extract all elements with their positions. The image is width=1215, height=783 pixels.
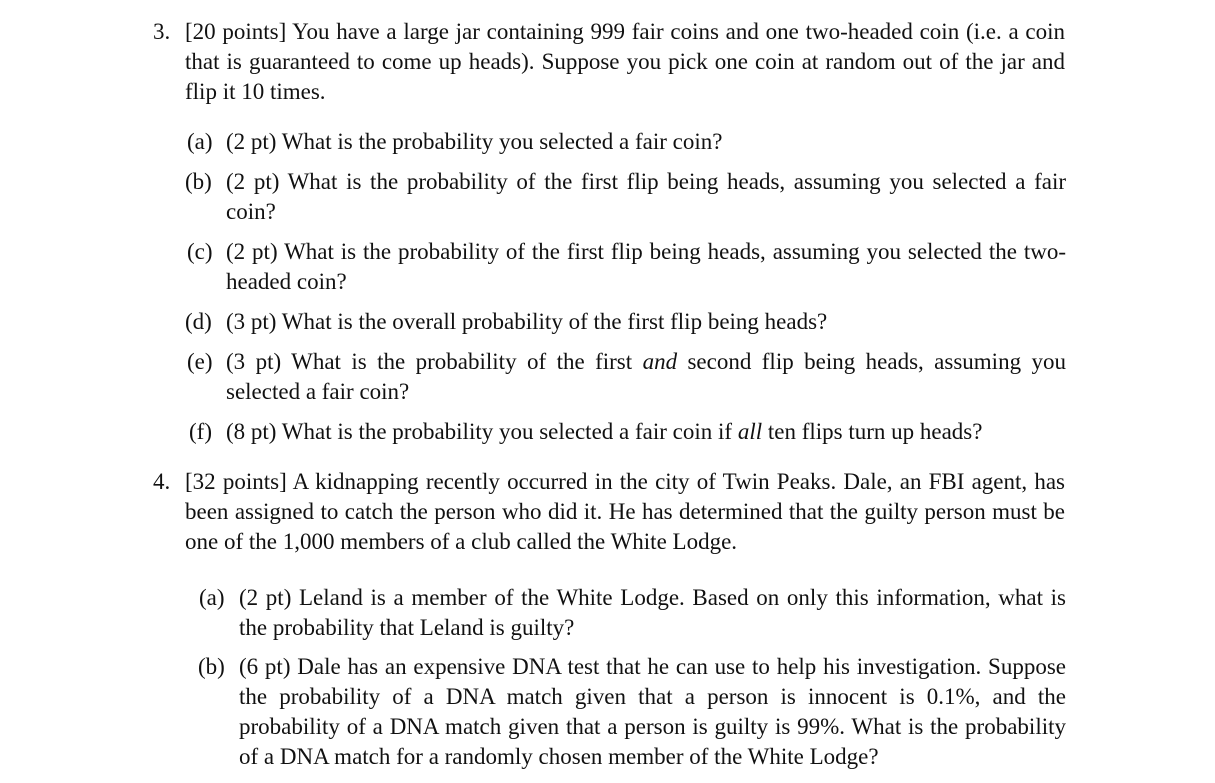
part-label: (c)	[187, 239, 213, 264]
part-label: (a)	[199, 585, 225, 610]
part-text-emphasis: and	[642, 349, 678, 374]
part-label: (a)	[187, 129, 213, 154]
part-label: (d)	[185, 309, 212, 334]
part-text: (2 pt) What is the probability you selected a fair coin?	[226, 129, 723, 154]
question-number: 4.	[153, 469, 171, 494]
part-text-emphasis: all	[737, 419, 763, 444]
part-text: (2 pt) What is the probability of the first flip being heads, assuming you selected the two-headed coin?	[226, 239, 1066, 294]
question-number: 3.	[153, 19, 171, 44]
part-label: (f)	[189, 419, 212, 444]
part-label: (b)	[198, 654, 225, 679]
question-stem: [20 points] You have a large jar containing 999 fair coins and one two-headed coin (i.e. a coin that is guaranteed to come up heads). Suppose you pick one coin at random out of the jar and flip it 10 times.	[185, 19, 1065, 104]
part-text: (2 pt) What is the probability of the first flip being heads, assuming you selected a fair coin?	[226, 169, 1066, 224]
part-text-post: second flip being heads, assuming you selected a fair coin?	[226, 349, 1066, 404]
part-text: (3 pt) What is the overall probability of the first flip being heads?	[226, 309, 828, 334]
part-text-pre: (8 pt) What is the probability you selected a fair coin if	[226, 419, 738, 444]
part-label: (e)	[187, 349, 213, 374]
part-text-post: ten flips turn up heads?	[762, 419, 983, 444]
part-text	[226, 417, 1066, 447]
part-text-pre: (3 pt) What is the probability of the first	[226, 349, 643, 374]
part-text	[226, 347, 1066, 407]
part-text: (6 pt) Dale has an expensive DNA test that he can use to help his investigation. Suppose the probability of a DNA match given that a person is innocent is 0.1%, and the probability of a DNA match given that a person is guilty is 99%. What is the probability of a DNA match for a randomly chosen member of the White Lodge?	[239, 654, 1066, 769]
part-label: (b)	[185, 169, 212, 194]
part-text: (2 pt) Leland is a member of the White Lodge. Based on only this information, what is the probability that Leland is guilty?	[239, 585, 1066, 640]
question-stem: [32 points] A kidnapping recently occurred in the city of Twin Peaks. Dale, an FBI agent, has been assigned to catch the person who did it. He has determined that the guilty person must be one of the 1,000 members of a club called the White Lodge.	[185, 469, 1065, 554]
